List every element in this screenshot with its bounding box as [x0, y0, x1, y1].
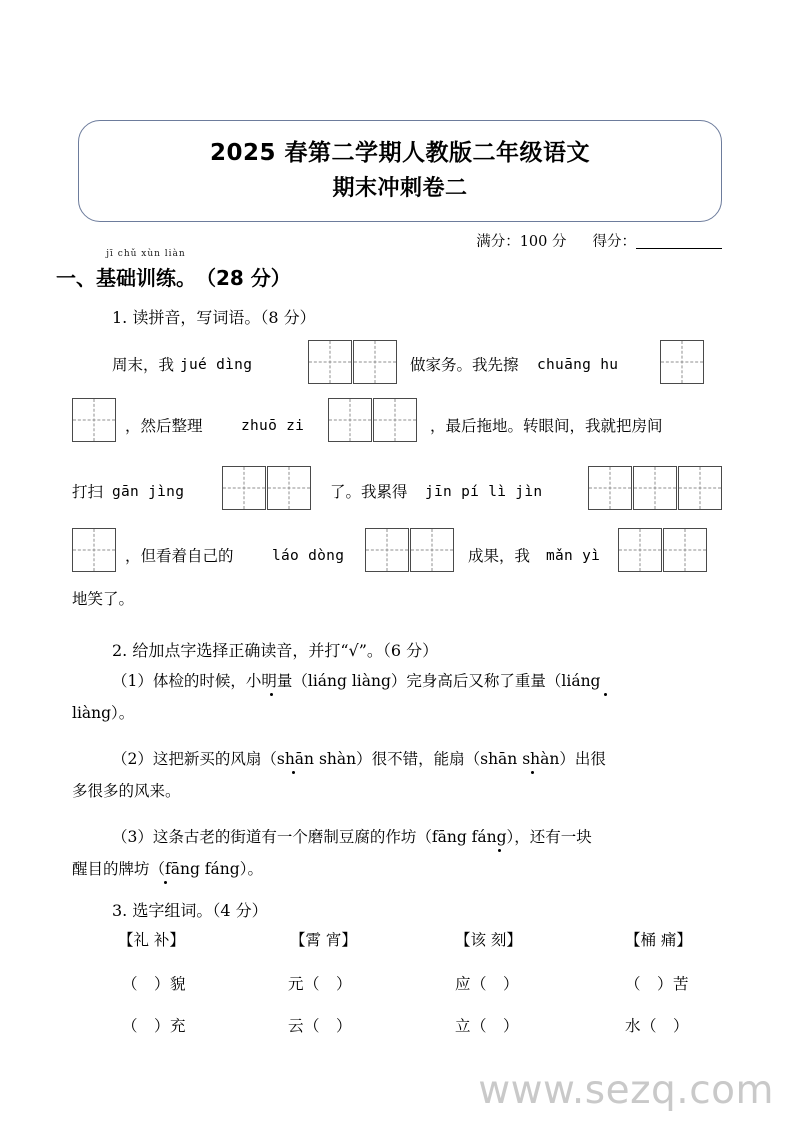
emphasis-dot	[498, 849, 501, 852]
q1-line3-text-a: 打扫	[72, 483, 104, 501]
writing-cell[interactable]	[618, 528, 662, 572]
writing-cell[interactable]	[365, 528, 409, 572]
question-1-label: 1. 读拼音，写词语。（8 分）	[112, 308, 316, 327]
question-2-label: 2. 给加点字选择正确读音，并打“√”。（6 分）	[112, 641, 439, 660]
writing-cell[interactable]	[373, 398, 417, 442]
q3-column-2-row-1[interactable]: 元（ ）	[288, 975, 353, 993]
writing-cell[interactable]	[267, 466, 311, 510]
full-score-label: 满分：100 分	[476, 234, 567, 250]
q1-line2-text-b: ，最后拖地。转眼间，我就把房间	[430, 417, 663, 435]
q2-item-1-line-1: （1）体检的时候，小明量（liáng liàng）完身高后又称了重量（liáng	[112, 672, 601, 690]
writing-cell[interactable]	[72, 528, 116, 572]
q1-line1-pinyin-2: chuāng hu	[537, 357, 619, 373]
writing-cell[interactable]	[663, 528, 707, 572]
section-1-title-ruby	[96, 249, 196, 291]
q1-line2-text-a: ，然后整理	[125, 417, 203, 435]
q1-line4-grid-1[interactable]	[72, 528, 116, 572]
q1-line3-grid-1[interactable]	[222, 466, 311, 510]
q1-line1-grid-2[interactable]	[660, 340, 704, 384]
writing-cell[interactable]	[328, 398, 372, 442]
emphasis-dot	[164, 881, 167, 884]
q1-line4-grid-3[interactable]	[618, 528, 707, 572]
writing-cell[interactable]	[588, 466, 632, 510]
q1-line2-pinyin-1: zhuō zi	[241, 418, 305, 434]
gain-score-blank[interactable]	[636, 248, 722, 249]
writing-cell[interactable]	[410, 528, 454, 572]
q1-line3-grid-2[interactable]	[588, 466, 722, 510]
section-1-number: 一、	[56, 266, 96, 290]
q1-line5-text: 地笑了。	[72, 590, 135, 608]
q3-column-1-row-1[interactable]: （ ）貌	[122, 975, 187, 993]
gain-score-label: 得分：	[592, 234, 636, 250]
writing-cell[interactable]	[353, 340, 397, 384]
emphasis-dot	[270, 693, 273, 696]
q1-line4-pinyin-2: mǎn yì	[546, 548, 601, 564]
writing-cell[interactable]	[222, 466, 266, 510]
q1-line1-grid-1[interactable]	[308, 340, 397, 384]
q1-line4-pinyin-1: láo dòng	[272, 548, 345, 564]
writing-cell[interactable]	[660, 340, 704, 384]
writing-cell[interactable]	[633, 466, 677, 510]
q1-line2-grid-2[interactable]	[328, 398, 417, 442]
q1-line4-text-b: 成果，我	[468, 547, 531, 565]
question-3-label: 3. 选字组词。（4 分）	[112, 901, 268, 920]
q3-column-4-head: 【桶 痛】	[625, 931, 692, 949]
section-1-heading	[56, 249, 291, 291]
q2-item-3-line-2: 醒目的牌坊（fāng fáng）。	[72, 860, 263, 878]
q3-column-3-row-2[interactable]: 立（ ）	[455, 1017, 520, 1035]
writing-cell[interactable]	[308, 340, 352, 384]
q1-line3-text-b: 了。我累得	[330, 483, 408, 501]
writing-cell[interactable]	[72, 398, 116, 442]
q3-column-2-head: 【霄 宵】	[290, 931, 357, 949]
emphasis-dot	[604, 693, 607, 696]
q1-line4-grid-2[interactable]	[365, 528, 454, 572]
q1-line3-pinyin-1: gān jìng	[112, 484, 185, 500]
q3-column-1-row-2[interactable]: （ ）充	[122, 1017, 187, 1035]
section-1-pinyin: jī chǔ xùn liàn	[106, 249, 186, 259]
section-1-points: （28 分）	[196, 266, 291, 290]
q3-column-4-row-1[interactable]: （ ）苦	[625, 975, 690, 993]
q1-line3-pinyin-2: jīn pí lì jìn	[425, 484, 543, 500]
writing-cell[interactable]	[678, 466, 722, 510]
q1-line1-text-a: 周末，我	[112, 356, 175, 374]
q2-item-3-line-1: （3）这条古老的街道有一个磨制豆腐的作坊（fāng fáng），还有一块	[112, 828, 592, 846]
q2-item-2-line-1: （2）这把新买的风扇（shān shàn）很不错，能扇（shān shàn）出很	[112, 750, 606, 768]
q3-column-1-head: 【礼 补】	[118, 931, 185, 949]
q1-line4-text-a: ，但看着自己的	[125, 547, 234, 565]
paper-title-box	[78, 120, 722, 222]
section-1-title: 基础训练。	[96, 266, 196, 290]
paper-title-line-2: 期末冲刺卷二	[332, 175, 468, 201]
site-watermark: www.sezq.com	[478, 1068, 774, 1113]
q3-column-2-row-2[interactable]: 云（ ）	[288, 1017, 353, 1035]
q1-line2-grid-1[interactable]	[72, 398, 116, 442]
q2-item-2-line-2: 多很多的风来。	[72, 782, 181, 800]
score-row	[0, 230, 722, 251]
q2-item-1-line-2: liàng）。	[72, 704, 135, 722]
q3-column-4-row-2[interactable]: 水（ ）	[625, 1017, 690, 1035]
q3-column-3-head: 【该 刻】	[455, 931, 522, 949]
q3-column-3-row-1[interactable]: 应（ ）	[455, 975, 520, 993]
q1-line1-text-b: 做家务。我先擦	[410, 356, 519, 374]
emphasis-dot	[531, 771, 534, 774]
emphasis-dot	[292, 771, 295, 774]
q1-line1-pinyin-1: jué dìng	[180, 357, 253, 373]
paper-title-line-1: 2025 春第二学期人教版二年级语文	[209, 140, 591, 167]
